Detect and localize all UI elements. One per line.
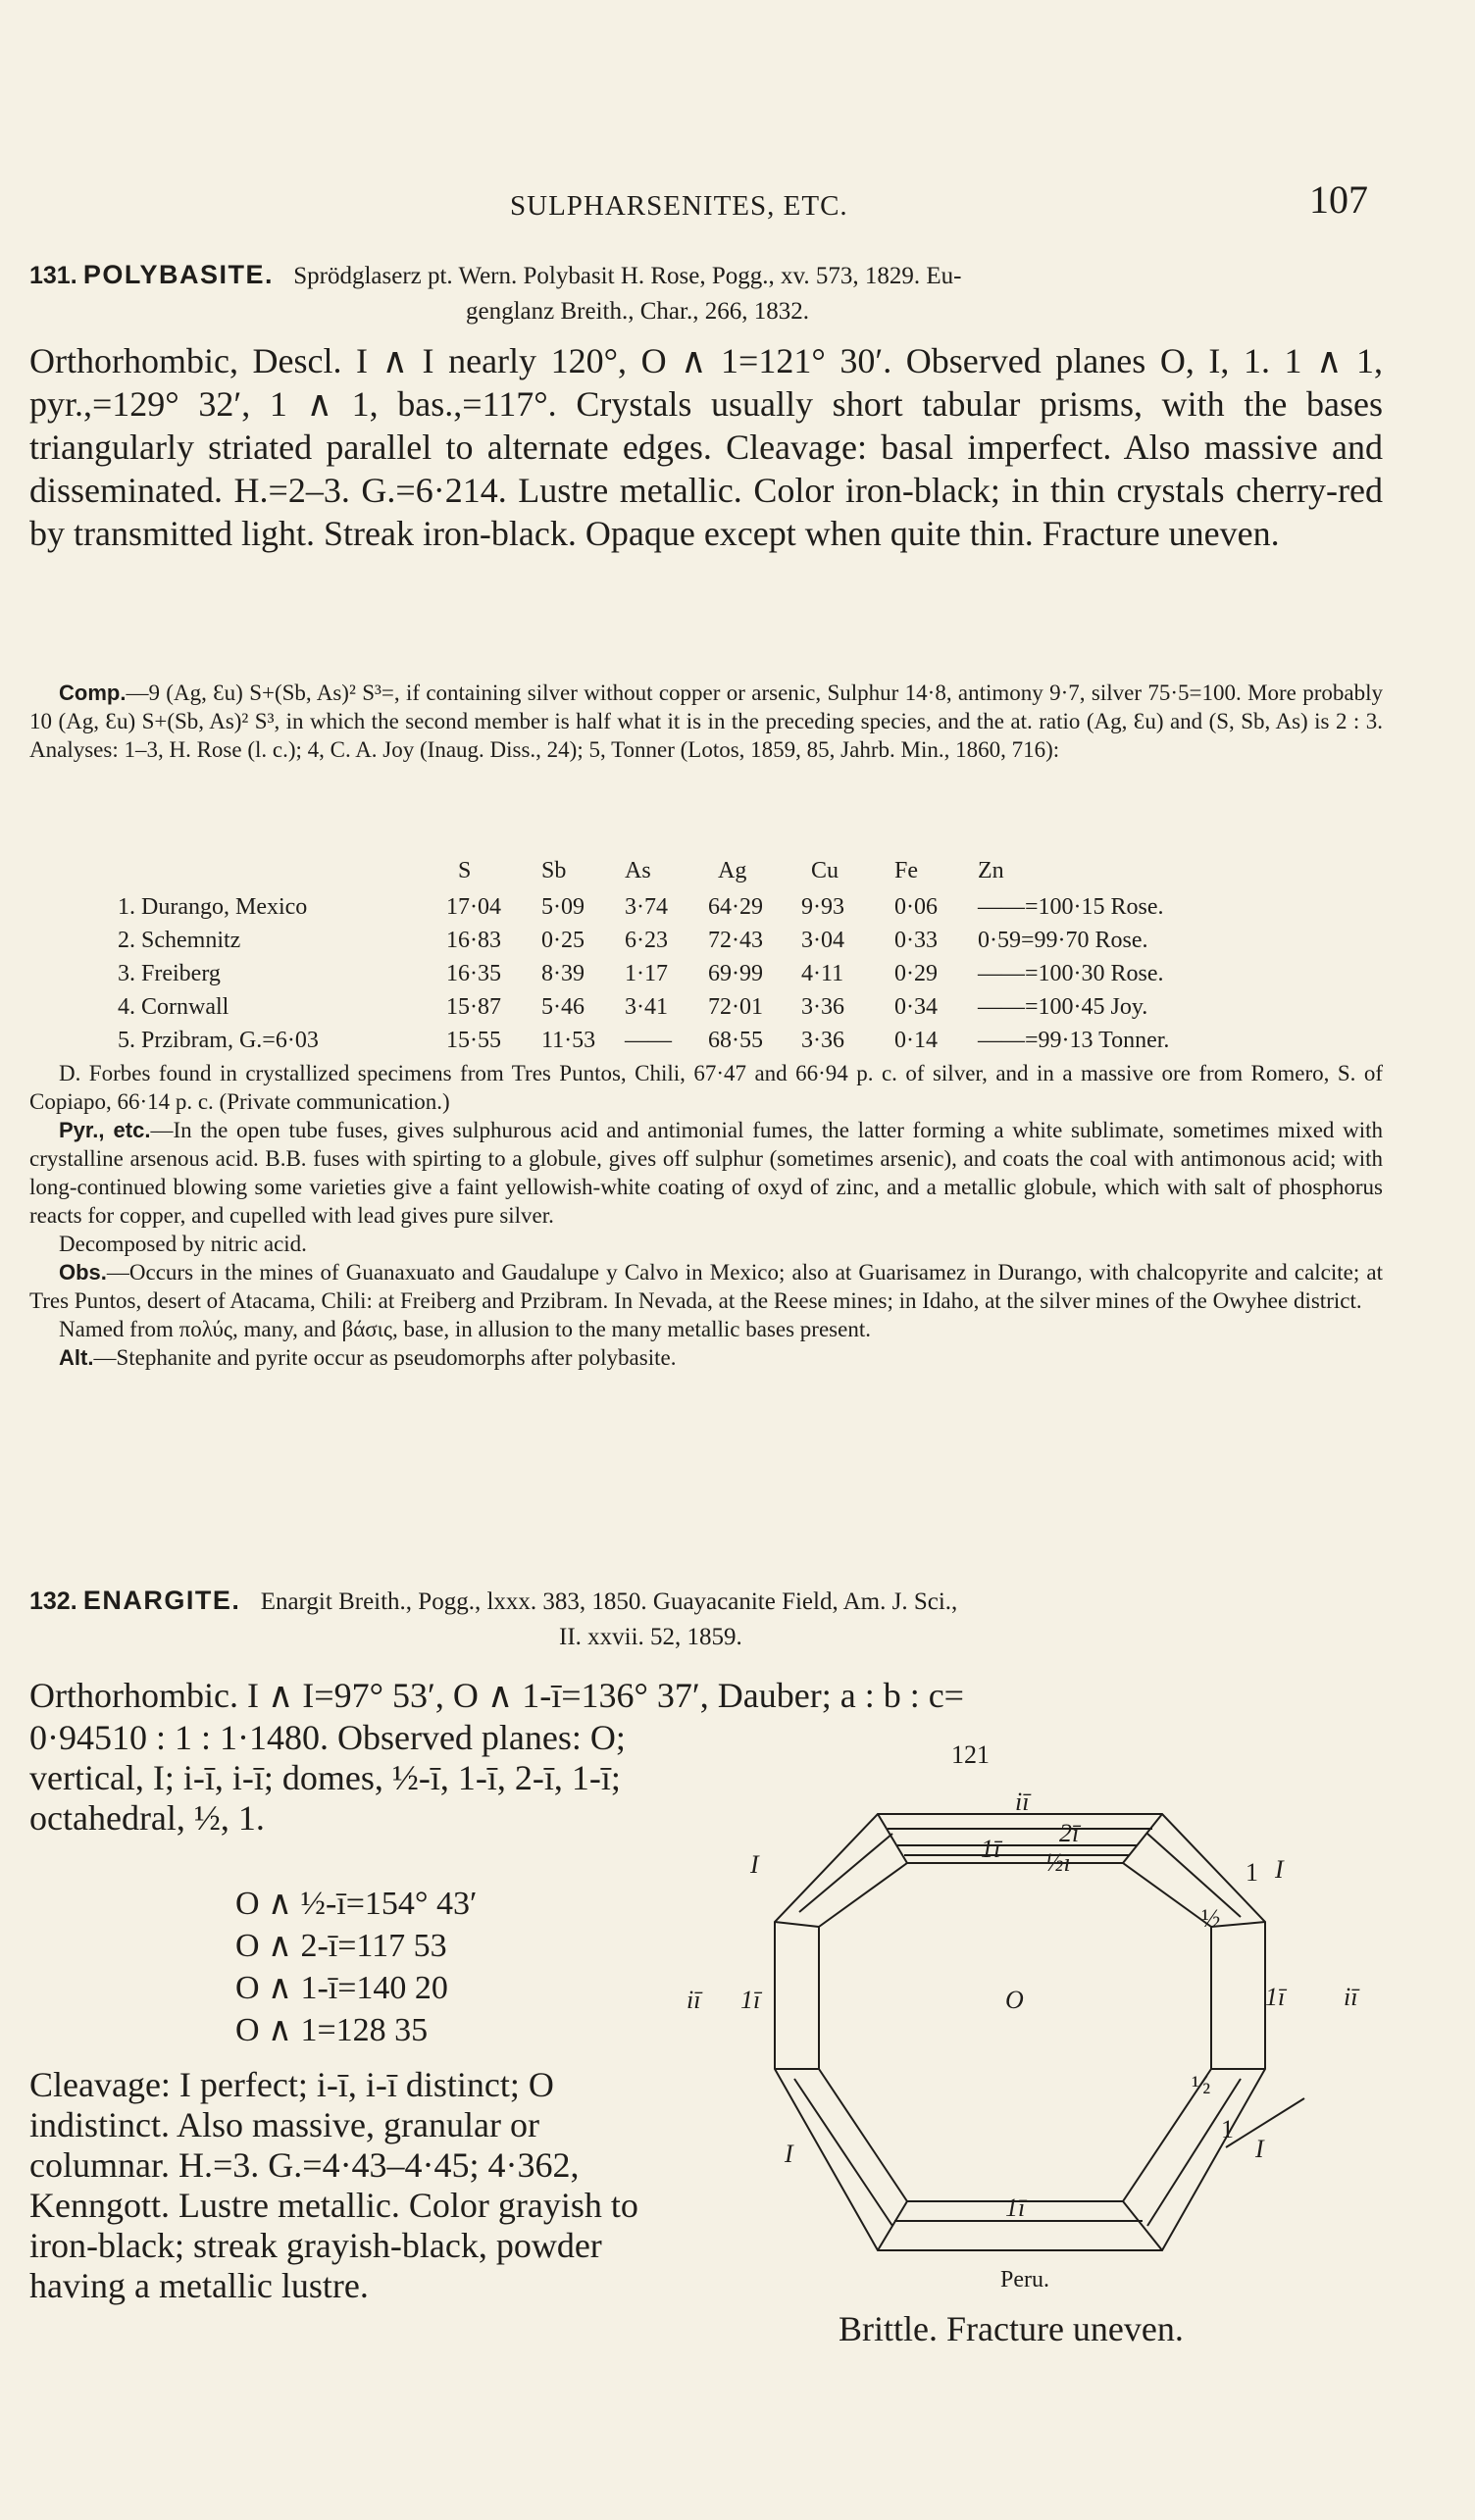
figure-number: 121	[951, 1740, 990, 1769]
label-I-bottom-right: I	[1255, 2135, 1264, 2163]
angle-row: O ∧ ½-ī=154° 43′	[235, 1886, 478, 1922]
label-ii-left: iī	[687, 1986, 701, 2014]
label-I-left: I	[750, 1850, 759, 1879]
entry-number: 131.	[29, 262, 77, 289]
synonymy-line-2: II. xxvii. 52, 1859.	[559, 1624, 742, 1650]
obs-text: —Occurs in the mines of Guanaxuato and Gaudalupe y Calvo in Mexico; also at Guarisamez in Durango, with chalcopyrite and calcite; at Tres Puntos, desert of Atacama, Chili: at Freiberg and Przibram. In Nevada, at the Reese mines; in Idaho, at the silver mines of the Owyhee district.	[29, 1260, 1383, 1313]
table-cell: 3·36	[801, 993, 844, 1020]
synonymy-line-1: Enargit Breith., Pogg., lxxx. 383, 1850. Guayacanite Field, Am. J. Sci.,	[260, 1588, 958, 1615]
entry-number: 132.	[29, 1588, 77, 1615]
table-cell: 6·23	[625, 927, 668, 953]
column-header: Zn	[978, 857, 1004, 883]
column-header: Cu	[811, 857, 839, 883]
table-row	[118, 1024, 1243, 1057]
table-cell: 64·29	[708, 893, 763, 920]
table-cell: 15·87	[446, 993, 501, 1020]
angle-row: O ∧ 2-ī=117 53	[235, 1928, 447, 1964]
table-cell: 0·06	[894, 893, 938, 920]
edge-line	[878, 1814, 907, 1863]
table-cell: 1·17	[625, 960, 668, 986]
species-name: POLYBASITE.	[82, 260, 274, 289]
comp-lead: Comp.	[59, 680, 127, 705]
column-header: Fe	[894, 857, 918, 883]
label-half-top-right: ½	[1201, 1904, 1221, 1933]
comp-text: —9 (Ag, Ɛu) S+(Sb, As)² S³=, if containing silver without copper or arsenic, Sulphur 14·8, antimony 9·7, silver 75·5=100. More probably 10 (Ag, Ɛu) S+(Sb, As)² S³, in which the second member is half what it is in the preceding species, and the at. ratio (Ag, Ɛu) and (S, Sb, As) is 2 : 3. Analyses: 1–3, H. Rose (l. c.); 4, C. A. Joy (Inaug. Diss., 24); 5, Tonner (Lotos, 1859, 85, Jahrb. Min., 1860, 716):	[29, 680, 1383, 762]
crystal-figure-121	[677, 1726, 1393, 2314]
table-row	[118, 890, 1243, 924]
column-header	[118, 851, 446, 890]
table-cell: 69·99	[708, 960, 763, 986]
table-cell: 0·34	[894, 993, 938, 1020]
table-cell: 68·55	[708, 1027, 763, 1053]
table-cell: 0·29	[894, 960, 938, 986]
entry-131-heading	[29, 257, 1383, 329]
running-title: SULPHARSENITES, ETC.	[510, 190, 848, 222]
label-1-top-right: 1	[1246, 1858, 1258, 1887]
label-1i-right: 1ī	[1265, 1983, 1286, 2011]
label-1-bottom-right: 1	[1221, 2115, 1234, 2143]
alt-lead: Alt.	[59, 1345, 94, 1370]
table-cell: 72·43	[708, 927, 763, 953]
label-ii-right: iī	[1344, 1983, 1358, 2011]
table-cell: 17·04	[446, 893, 501, 920]
edge-line	[799, 1834, 892, 1912]
planes-paragraph: 0·94510 : 1 : 1·1480. Observed planes: O; vertical, I; i-ī, i-ī; domes, ½-ī, 1-ī, 2-ī, 1-ī; octahedral, ½, 1.	[29, 1718, 626, 1838]
label-1i-top: 1ī	[981, 1835, 1001, 1863]
table-cell: 0·33	[894, 927, 938, 953]
notes-block	[29, 1059, 1383, 1372]
table-header-row	[118, 851, 1243, 890]
table-cell: ——=100·45 Joy.	[978, 993, 1148, 1020]
table-row	[118, 990, 1243, 1024]
table-cell: 5·46	[541, 993, 585, 1020]
label-I-bottom-left: I	[785, 2140, 793, 2168]
table-cell: 5·09	[541, 893, 585, 920]
table-cell: ——	[625, 1027, 672, 1053]
decomposed-note: Decomposed by nitric acid.	[59, 1232, 307, 1256]
table-cell: 3·74	[625, 893, 668, 920]
label-O: O	[1005, 1986, 1024, 2014]
table-cell: 1. Durango, Mexico	[118, 893, 308, 920]
pyr-text: —In the open tube fuses, gives sulphurous acid and antimonial fumes, the latter forming a white sublimate, sometimes mixed with crystalline arsenous acid. B.B. fuses with spirting to a globule, gives off sulphur (sometimes arsenic), and coats the coal with antimonous acid; with long-continued blowing some varieties give a faint yellowish-white coating of oxyd of zinc, and a metallic globule, which with salt of phosphorus reacts for copper, and cupelled with lead gives pure silver.	[29, 1118, 1383, 1228]
description-text: Orthorhombic, Descl. I ∧ I nearly 120°, O ∧ 1=121° 30′. Observed planes O, I, 1. 1 ∧ 1, pyr.,=129° 32′, 1 ∧ 1, bas.,=117°. Crystals usually short tabular prisms, with the bases triangularly striated parallel to alternate edges. Cleavage: basal imperfect. Also massive and disseminated. H.=2–3. G.=6·214. Lustre metallic. Color iron-black; in thin crystals cherry-red by transmitted light. Streak iron-black. Opaque except when quite thin. Fracture uneven.	[29, 341, 1383, 553]
angle-row: O ∧ 1-ī=140 20	[235, 1970, 448, 2006]
enargite-properties-text	[29, 2065, 677, 2306]
basal-face-outline	[819, 1863, 1211, 2201]
running-head	[0, 176, 1475, 226]
column-header: S	[458, 857, 472, 883]
edge-line	[775, 1922, 819, 1927]
column-header: Sb	[541, 857, 567, 883]
alt-text: —Stephanite and pyrite occur as pseudomorphs after polybasite.	[93, 1345, 677, 1370]
table-cell: 4·11	[801, 960, 844, 986]
table-cell: 72·01	[708, 993, 763, 1020]
obs-lead: Obs.	[59, 1260, 107, 1285]
synonymy-line-1: Sprödglaserz pt. Wern. Polybasit H. Rose, Pogg., xv. 573, 1829. Eu-	[293, 263, 962, 289]
angle-list	[235, 1883, 477, 2051]
label-1i-bottom: 1ī	[1005, 2193, 1026, 2222]
table-cell: ——=100·30 Rose.	[978, 960, 1164, 986]
entry-131-description	[29, 339, 1383, 555]
column-header: Ag	[718, 857, 747, 883]
table-row	[118, 924, 1243, 957]
page-number: 107	[1309, 177, 1368, 222]
table-cell: 8·39	[541, 960, 585, 986]
label-2i: 2ī	[1059, 1819, 1080, 1847]
table-cell: ——=100·15 Rose.	[978, 893, 1164, 920]
figure-caption: Peru.	[1000, 2267, 1049, 2293]
table-cell: 3·41	[625, 993, 668, 1020]
table-cell: 16·83	[446, 927, 501, 953]
forbes-note: D. Forbes found in crystallized specimens from Tres Puntos, Chili, 67·47 and 66·94 p. c. of silver, and in a massive ore from Romero, S. of Copiapo, 66·14 p. c. (Private communication.)	[29, 1061, 1383, 1114]
table-cell: 2. Schemnitz	[118, 927, 241, 953]
table-cell: 3. Freiberg	[118, 960, 221, 986]
table-cell: 3·04	[801, 927, 844, 953]
analyses-table	[118, 851, 1243, 1057]
table-cell: 11·53	[541, 1027, 596, 1053]
species-name: ENARGITE.	[82, 1586, 241, 1615]
outer-outline	[775, 1814, 1265, 2250]
crystal-drawing	[677, 1726, 1393, 2314]
composition-block	[29, 679, 1383, 764]
label-half-bottom-right: ½	[1192, 2071, 1211, 2099]
label-ii-top: iī	[1015, 1788, 1030, 1816]
table-cell: 0·59=99·70 Rose.	[978, 927, 1148, 953]
enargite-first-line: Orthorhombic. I ∧ I=97° 53′, O ∧ 1-ī=136° 37′, Dauber; a : b : c=	[29, 1676, 964, 1715]
table-cell: 3·36	[801, 1027, 844, 1053]
edge-line	[1147, 2079, 1241, 2226]
edge-line	[1226, 2098, 1304, 2147]
enargite-planes-text	[29, 1718, 677, 1839]
edge-line	[794, 2079, 892, 2226]
table-cell: 5. Przibram, G.=6·03	[118, 1027, 319, 1053]
cleavage-paragraph: Cleavage: I perfect; i-ī, i-ī distinct; O indistinct. Also massive, granular or columnar. H.=3. G.=4·43–4·45; 4·362, Kenngott. Lustre metallic. Color grayish to iron-black; streak grayish-black, powder having a metallic lustre.	[29, 2065, 638, 2305]
synonymy-line-2: genglanz Breith., Char., 266, 1832.	[466, 298, 809, 325]
table-cell: 0·14	[894, 1027, 938, 1053]
edge-line	[1123, 2201, 1162, 2250]
label-half-i: ½ī	[1044, 1848, 1071, 1877]
table-cell: 15·55	[446, 1027, 501, 1053]
table-cell: ——=99·13 Tonner.	[978, 1027, 1170, 1053]
last-line-tail: Brittle. Fracture uneven.	[839, 2309, 1184, 2348]
label-I-right: I	[1275, 1855, 1284, 1884]
table-cell: 16·35	[446, 960, 501, 986]
angle-row: O ∧ 1=128 35	[235, 2012, 429, 2048]
table-cell: 4. Cornwall	[118, 993, 229, 1020]
pyr-lead: Pyr., etc.	[59, 1118, 151, 1142]
entry-132-heading	[29, 1583, 1383, 1655]
table-cell: 9·93	[801, 893, 844, 920]
column-header: As	[625, 857, 651, 883]
label-1i-left: 1ī	[740, 1986, 761, 2014]
table-cell: 0·25	[541, 927, 585, 953]
table-row	[118, 957, 1243, 990]
named-note: Named from πολύς, many, and βάσις, base, in allusion to the many metallic bases present.	[59, 1317, 871, 1341]
